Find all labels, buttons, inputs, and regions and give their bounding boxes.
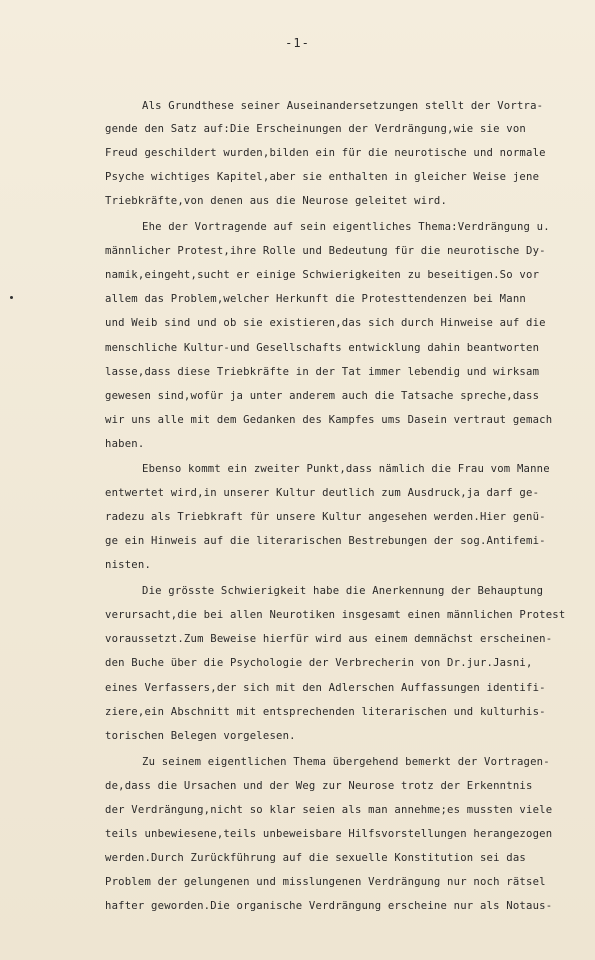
text-line: entwertet wird,in unserer Kultur deutlich zum Ausdruck,ja darf ge-	[105, 487, 540, 499]
text-line: radezu als Triebkraft für unsere Kultur angesehen werden.Hier genü-	[105, 511, 546, 523]
text-line: und Weib sind und ob sie existieren,das sich durch Hinweise auf die	[105, 317, 546, 329]
text-line: Psyche wichtiges Kapitel,aber sie enthalten in gleicher Weise jene	[105, 171, 540, 183]
page-number: -1-	[285, 36, 310, 50]
text-line: verursacht,die bei allen Neurotiken insgesamt einen männlichen Protest	[105, 609, 566, 621]
text-line: teils unbewiesene,teils unbeweisbare Hilfsvorstellungen herangezogen	[105, 828, 553, 840]
text-line: den Buche über die Psychologie der Verbrecherin von Dr.jur.Jasni,	[105, 657, 533, 669]
text-line: menschliche Kultur-und Gesellschafts entwicklung dahin beantworten	[105, 342, 540, 354]
text-line: voraussetzt.Zum Beweise hierfür wird aus einem demnächst erscheinen-	[105, 633, 553, 645]
text-line: Freud geschildert wurden,bilden ein für die neurotische und normale	[105, 147, 546, 159]
text-line: werden.Durch Zurückführung auf die sexuelle Konstitution sei das	[105, 852, 526, 864]
text-line: Problem der gelungenen und misslungenen Verdrängung nur noch rätsel	[105, 876, 546, 888]
text-line: Ehe der Vortragende auf sein eigentliches Thema:Verdrängung u.	[142, 221, 550, 233]
text-line: gewesen sind,wofür ja unter anderem auch die Tatsache spreche,dass	[105, 390, 540, 402]
text-line: Als Grundthese seiner Auseinandersetzungen stellt der Vortra-	[142, 100, 544, 112]
text-line: nisten.	[105, 559, 152, 571]
text-line: haben.	[105, 438, 145, 450]
text-line: gende den Satz auf:Die Erscheinungen der Verdrängung,wie sie von	[105, 123, 526, 135]
text-line: ge ein Hinweis auf die literarischen Bestrebungen der sog.Antifemi-	[105, 535, 546, 547]
text-line: Die grösste Schwierigkeit habe die Anerkennung der Behauptung	[142, 585, 544, 597]
text-line: Triebkräfte,von denen aus die Neurose geleitet wird.	[105, 195, 448, 207]
text-line: namik,eingeht,sucht er einige Schwierigkeiten zu beseitigen.So vor	[105, 269, 540, 281]
text-line: wir uns alle mit dem Gedanken des Kampfes ums Dasein vertraut gemach	[105, 414, 553, 426]
text-line: ziere,ein Abschnitt mit entsprechenden literarischen und kulturhis-	[105, 706, 546, 718]
text-line: de,dass die Ursachen und der Weg zur Neurose trotz der Erkenntnis	[105, 780, 533, 792]
text-line: lasse,dass diese Triebkräfte in der Tat immer lebendig und wirksam	[105, 366, 540, 378]
text-line: allem das Problem,welcher Herkunft die Protesttendenzen bei Mann	[105, 293, 526, 305]
text-line: Zu seinem eigentlichen Thema übergehend bemerkt der Vortragen-	[142, 756, 550, 768]
text-line: der Verdrängung,nicht so klar seien als man annehme;es mussten viele	[105, 804, 553, 816]
text-line: männlicher Protest,ihre Rolle und Bedeutung für die neurotische Dy-	[105, 245, 546, 257]
text-line: eines Verfassers,der sich mit den Adlerschen Auffassungen identifi-	[105, 682, 546, 694]
text-line: hafter geworden.Die organische Verdrängung erscheine nur als Notaus-	[105, 900, 553, 912]
text-line: Ebenso kommt ein zweiter Punkt,dass nämlich die Frau vom Manne	[142, 463, 550, 475]
margin-mark	[10, 296, 13, 299]
text-line: torischen Belegen vorgelesen.	[105, 730, 296, 742]
